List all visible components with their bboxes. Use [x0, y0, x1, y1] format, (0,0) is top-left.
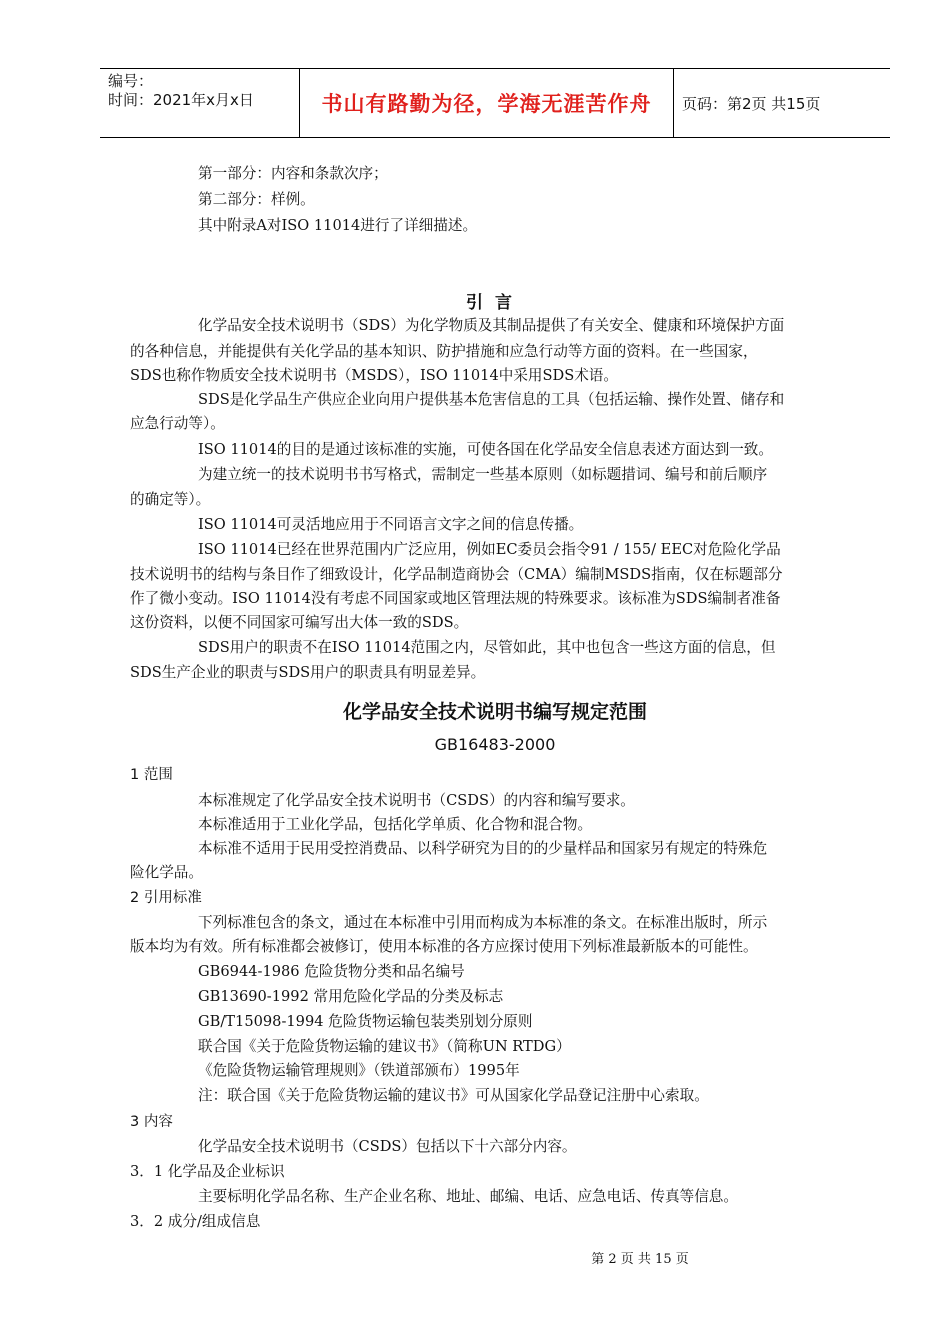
reference-item: GB/T15098-1994 危险货物运输包装类别划分原则 [198, 1013, 533, 1030]
intro-line: 化学品安全技术说明书（SDS）为化学物质及其制品提供了有关安全、健康和环境保护方面 [198, 317, 785, 334]
intro-line: 为建立统一的技术说明书书写格式，需制定一些基本原则（如标题措词、编号和前后顺序 [198, 466, 768, 483]
intro-line: SDS是化学品生产供应企业向用户提供基本危害信息的工具（包括运输、操作处置、储存和 [198, 391, 785, 408]
header-motto: 书山有路勤为径，学海无涯苦作舟 [300, 69, 674, 137]
reference-item: 联合国《关于危险货物运输的建议书》（简称UN RTDG） [198, 1038, 571, 1055]
reference-item: 《危险货物运输管理规则》（铁道部颁布）1995年 [198, 1062, 520, 1079]
section-3-heading: 3 内容 [130, 1114, 173, 1130]
preface-line: 第一部分：内容和条款次序； [198, 165, 388, 182]
intro-line: ISO 11014已经在世界范围内广泛应用，例如EC委员会指令91 / 155/ EEC对危险化学品 [198, 541, 781, 558]
intro-line: 的确定等）。 [130, 491, 211, 508]
section-1-heading: 1 范围 [130, 767, 173, 783]
intro-line: SDS生产企业的职责与SDS用户的职责具有明显差异。 [130, 664, 486, 681]
section-2-heading: 2 引用标准 [130, 890, 202, 906]
section-1-line: 险化学品。 [130, 864, 203, 881]
intro-line: 的各种信息，并能提供有关化学品的基本知识、防护措施和应急行动等方面的资料。在一些国家， [130, 343, 758, 360]
section-3-1-heading: 3．1 化学品及企业标识 [130, 1163, 285, 1180]
standard-code: GB16483-2000 [434, 735, 556, 754]
intro-line: ISO 11014的目的是通过该标准的实施，可使各国在化学品安全信息表述方面达到一致。 [198, 441, 773, 458]
reference-item: GB13690-1992 常用危险化学品的分类及标志 [198, 988, 504, 1005]
section-1-line: 本标准不适用于民用受控消费品、以科学研究为目的的少量样品和国家另有规定的特殊危 [198, 840, 768, 857]
section-3-line: 化学品安全技术说明书（CSDS）包括以下十六部分内容。 [198, 1138, 577, 1155]
reference-note: 注：联合国《关于危险货物运输的建议书》可从国家化学品登记注册中心索取。 [198, 1087, 709, 1104]
header-page-info: 页码：第2页 共15页 [682, 94, 821, 113]
intro-line: 技术说明书的结构与条目作了细致设计，化学品制造商协会（CMA）编制MSDS指南，仅在标题部分 [130, 566, 783, 583]
header-meta [100, 69, 300, 137]
preface-line: 第二部分：样例。 [198, 191, 315, 208]
page-footer: 第 2 页 共 15 页 [591, 1252, 689, 1267]
preface-line: 其中附录A对ISO 11014进行了详细描述。 [198, 217, 478, 234]
section-3-1-line: 主要标明化学品名称、生产企业名称、地址、邮编、电话、应急电话、传真等信息。 [198, 1188, 738, 1205]
intro-line: ISO 11014可灵活地应用于不同语言文字之间的信息传播。 [198, 516, 584, 533]
intro-line: 作了微小变动。ISO 11014没有考虑不同国家或地区管理法规的特殊要求。该标准为SDS编制者准备 [130, 590, 781, 607]
number-label: 编号： [108, 72, 154, 90]
page-header [100, 68, 890, 138]
section-1-line: 本标准规定了化学品安全技术说明书（CSDS）的内容和编写要求。 [198, 792, 635, 809]
intro-heading: 引言 [466, 293, 524, 313]
intro-line: 应急行动等）。 [130, 415, 225, 432]
section-3-2-heading: 3．2 成分/组成信息 [130, 1213, 261, 1230]
date-label: 时间：2021年x月x日 [108, 91, 254, 109]
section-2-line: 下列标准包含的条文，通过在本标准中引用而构成为本标准的条文。在标准出版时，所示 [198, 914, 768, 931]
intro-line: SDS用户的职责不在ISO 11014范围之内，尽管如此，其中也包含一些这方面的信息，但 [198, 639, 776, 656]
standard-title: 化学品安全技术说明书编写规定范围 [342, 701, 647, 723]
section-2-line: 版本均为有效。所有标准都会被修订，使用本标准的各方应探讨使用下列标准最新版本的可能性。 [130, 938, 758, 955]
section-1-line: 本标准适用于工业化学品，包括化学单质、化合物和混合物。 [198, 816, 593, 833]
intro-line: SDS也称作物质安全技术说明书（MSDS），ISO 11014中采用SDS术语。 [130, 367, 618, 384]
intro-line: 这份资料，以便不同国家可编写出大体一致的SDS。 [130, 614, 469, 631]
reference-item: GB6944-1986 危险货物分类和品名编号 [198, 963, 465, 980]
